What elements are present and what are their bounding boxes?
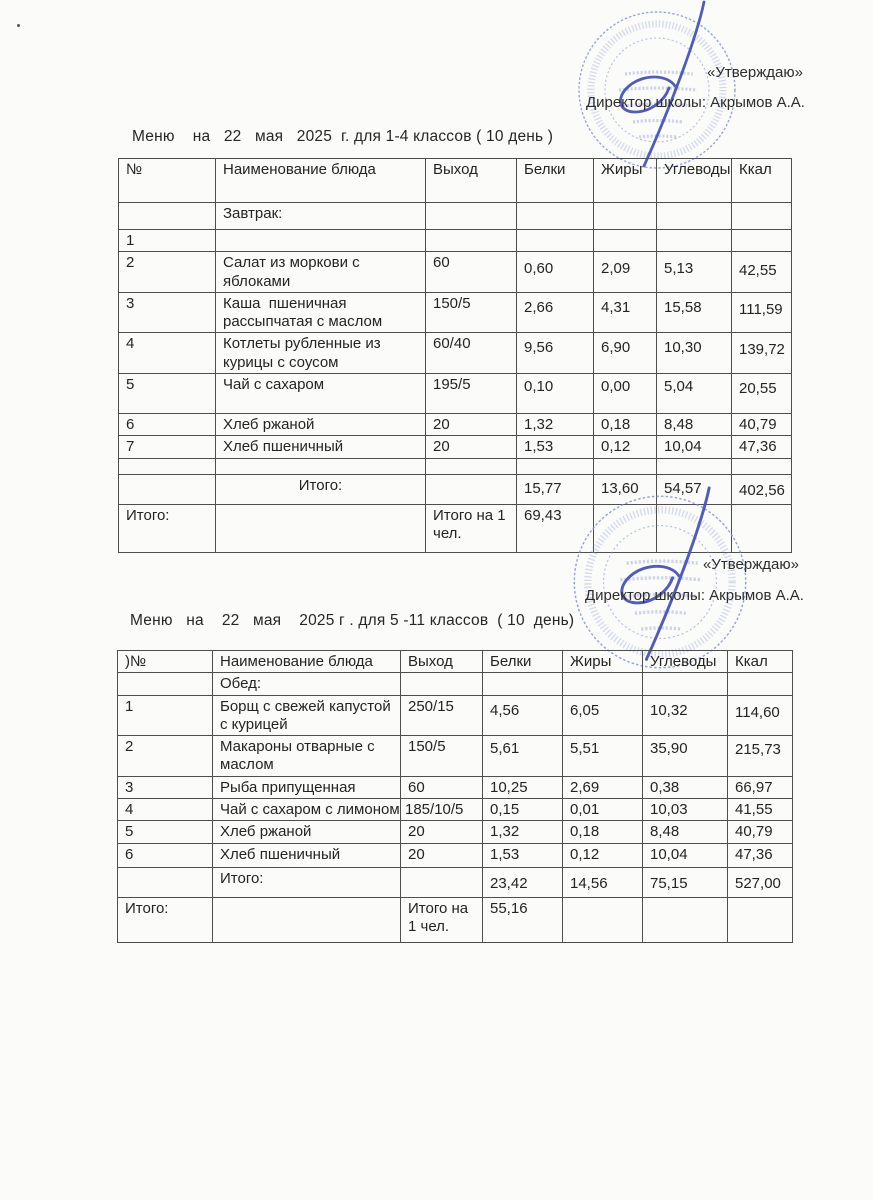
- cell-name: Хлеб пшеничный: [216, 436, 426, 458]
- cell-out: [426, 230, 517, 252]
- cell: [517, 203, 594, 230]
- menu2-grand-total-row: [118, 897, 793, 942]
- approve-label-1: «Утверждаю»: [707, 64, 803, 81]
- cell: [426, 474, 517, 504]
- cell-protein: 9,56: [517, 333, 594, 374]
- cell-num: 5: [119, 374, 216, 414]
- totals-kcal: 527,00: [728, 867, 793, 897]
- cell-protein: [517, 230, 594, 252]
- cell-protein: 1,32: [517, 414, 594, 436]
- cell: [213, 897, 401, 942]
- menu2-totals-row: [118, 867, 793, 897]
- col-header-carbs: Углеводы: [657, 159, 732, 203]
- cell: [517, 458, 594, 474]
- cell: [118, 867, 213, 897]
- cell-num: 6: [118, 843, 213, 867]
- cell-name: Каша пшеничная рассыпчатая с маслом: [216, 292, 426, 333]
- menu1-header-row: [119, 159, 792, 203]
- menu1-row-7: [119, 436, 792, 458]
- cell-name: Рыба припущенная: [213, 776, 401, 798]
- menu1-row-3: [119, 292, 792, 333]
- cell-out: 60: [426, 252, 517, 293]
- cell-name: Борщ с свежей капустой с курицей: [213, 695, 401, 736]
- cell-out: 60/40: [426, 333, 517, 374]
- cell-name: Макароны отварные с маслом: [213, 736, 401, 777]
- menu1-row-2: [119, 252, 792, 293]
- totals-protein: 23,42: [483, 867, 563, 897]
- cell-fat: 4,31: [594, 292, 657, 333]
- cell-kcal: 111,59: [732, 292, 792, 333]
- cell: [732, 504, 792, 552]
- cell-protein: 1,53: [483, 843, 563, 867]
- section-label: Завтрак:: [216, 203, 426, 230]
- cell-kcal: 40,79: [728, 821, 793, 843]
- grand-label: Итого:: [118, 897, 213, 942]
- cell-name: [216, 230, 426, 252]
- col-header-carbs: Углеводы: [643, 651, 728, 673]
- totals-fat: 13,60: [594, 474, 657, 504]
- director-line-1: Директор школы: Акрымов А.А.: [586, 94, 805, 111]
- cell-name: Хлеб ржаной: [216, 414, 426, 436]
- cell-out: 60: [401, 776, 483, 798]
- menu1-row-1: [119, 230, 792, 252]
- cell-protein: 4,56: [483, 695, 563, 736]
- cell-carbs: 10,30: [657, 333, 732, 374]
- col-header-out: Выход: [401, 651, 483, 673]
- cell-fat: 0,18: [594, 414, 657, 436]
- cell-protein: 0,60: [517, 252, 594, 293]
- cell-fat: 0,12: [563, 843, 643, 867]
- cell-out: 20: [426, 436, 517, 458]
- menu2-row-6: [118, 843, 793, 867]
- grand-per-label: Итого на 1 чел.: [426, 504, 517, 552]
- cell-fat: 2,09: [594, 252, 657, 293]
- cell-carbs: 10,04: [657, 436, 732, 458]
- menu1-spacer-row: [119, 458, 792, 474]
- director-line-2: Директор школы: Акрымов А.А.: [585, 587, 804, 604]
- cell-num: 3: [119, 292, 216, 333]
- approve-label-2: «Утверждаю»: [703, 556, 799, 573]
- cell: [732, 203, 792, 230]
- cell-protein: 1,53: [517, 436, 594, 458]
- menu2-row-5: [118, 821, 793, 843]
- menu2-row-2: [118, 736, 793, 777]
- col-header-kcal: Ккал: [732, 159, 792, 203]
- col-header-name: Наименование блюда: [216, 159, 426, 203]
- col-header-num: )№: [118, 651, 213, 673]
- menu1-section-row: [119, 203, 792, 230]
- cell-fat: 0,18: [563, 821, 643, 843]
- cell: [119, 203, 216, 230]
- totals-fat: 14,56: [563, 867, 643, 897]
- cell: [118, 673, 213, 695]
- col-header-kcal: Ккал: [728, 651, 793, 673]
- cell-kcal: 20,55: [732, 374, 792, 414]
- menu2-row-4: [118, 799, 793, 821]
- cell-fat: 0,12: [594, 436, 657, 458]
- col-header-protein: Белки: [517, 159, 594, 203]
- cell: [657, 458, 732, 474]
- totals-label: Итого:: [213, 867, 401, 897]
- col-header-num: №: [119, 159, 216, 203]
- cell-num: 7: [119, 436, 216, 458]
- cell-carbs: [657, 230, 732, 252]
- cell-protein: 2,66: [517, 292, 594, 333]
- cell-fat: [594, 230, 657, 252]
- cell: [401, 673, 483, 695]
- cell-num: 2: [118, 736, 213, 777]
- col-header-name: Наименование блюда: [213, 651, 401, 673]
- section-label: Обед:: [213, 673, 401, 695]
- cell-out: 20: [426, 414, 517, 436]
- menu1-totals-row: [119, 474, 792, 504]
- scan-artifact: [17, 24, 20, 27]
- menu1-row-5: [119, 374, 792, 414]
- cell-out: 185/10/5: [401, 799, 483, 821]
- cell: [401, 867, 483, 897]
- totals-kcal: 402,56: [732, 474, 792, 504]
- cell-out: 20: [401, 821, 483, 843]
- cell: [119, 458, 216, 474]
- cell-protein: 0,10: [517, 374, 594, 414]
- grand-value: 55,16: [483, 897, 563, 942]
- col-header-out: Выход: [426, 159, 517, 203]
- totals-carbs: 75,15: [643, 867, 728, 897]
- menu2-row-3: [118, 776, 793, 798]
- cell-fat: 0,00: [594, 374, 657, 414]
- signature-icon: [620, 2, 704, 166]
- cell-protein: 1,32: [483, 821, 563, 843]
- cell: [657, 504, 732, 552]
- cell-carbs: 8,48: [657, 414, 732, 436]
- cell-protein: 10,25: [483, 776, 563, 798]
- menu2-title: Меню на 22 мая 2025 г . для 5 -11 классов ( 10 день): [130, 612, 575, 629]
- cell-kcal: 139,72: [732, 333, 792, 374]
- cell-kcal: 41,55: [728, 799, 793, 821]
- cell: [728, 673, 793, 695]
- cell-num: 5: [118, 821, 213, 843]
- cell-carbs: 10,03: [643, 799, 728, 821]
- grand-per-label: Итого на 1 чел.: [401, 897, 483, 942]
- cell-name: Котлеты рубленные из курицы с соусом: [216, 333, 426, 374]
- menu2-header-row: [118, 651, 793, 673]
- totals-protein: 15,77: [517, 474, 594, 504]
- cell: [657, 203, 732, 230]
- cell-fat: 0,01: [563, 799, 643, 821]
- totals-carbs: 54,57: [657, 474, 732, 504]
- totals-label: Итого:: [216, 474, 426, 504]
- cell-carbs: 5,13: [657, 252, 732, 293]
- cell-num: 3: [118, 776, 213, 798]
- menu2-table: [117, 650, 793, 943]
- cell-num: 1: [118, 695, 213, 736]
- cell-name: Салат из моркови с яблоками: [216, 252, 426, 293]
- cell: [594, 203, 657, 230]
- cell-carbs: 8,48: [643, 821, 728, 843]
- cell-name: Хлеб ржаной: [213, 821, 401, 843]
- cell-out: 150/5: [426, 292, 517, 333]
- cell-num: 4: [118, 799, 213, 821]
- cell: [563, 673, 643, 695]
- cell: [594, 504, 657, 552]
- cell-fat: 6,90: [594, 333, 657, 374]
- cell-protein: 0,15: [483, 799, 563, 821]
- cell: [216, 504, 426, 552]
- grand-label: Итого:: [119, 504, 216, 552]
- cell-protein: 5,61: [483, 736, 563, 777]
- cell-num: 4: [119, 333, 216, 374]
- cell-carbs: 10,04: [643, 843, 728, 867]
- cell-fat: 6,05: [563, 695, 643, 736]
- col-header-protein: Белки: [483, 651, 563, 673]
- cell-kcal: 47,36: [732, 436, 792, 458]
- menu1-grand-total-row: [119, 504, 792, 552]
- menu2-section-row: [118, 673, 793, 695]
- cell: [728, 897, 793, 942]
- col-header-fat: Жиры: [563, 651, 643, 673]
- cell-kcal: [732, 230, 792, 252]
- cell-kcal: 42,55: [732, 252, 792, 293]
- cell: [119, 474, 216, 504]
- cell-out: 195/5: [426, 374, 517, 414]
- cell: [643, 897, 728, 942]
- grand-value: 69,43: [517, 504, 594, 552]
- cell: [643, 673, 728, 695]
- menu1-row-4: [119, 333, 792, 374]
- menu2-row-1: [118, 695, 793, 736]
- cell-kcal: 66,97: [728, 776, 793, 798]
- cell-num: 1: [119, 230, 216, 252]
- cell-num: 6: [119, 414, 216, 436]
- cell-out: 250/15: [401, 695, 483, 736]
- cell: [563, 897, 643, 942]
- cell-name: Чай с сахаром с лимоном: [213, 799, 401, 821]
- cell-name: Чай с сахаром: [216, 374, 426, 414]
- cell: [594, 458, 657, 474]
- cell: [426, 458, 517, 474]
- cell-out: 150/5: [401, 736, 483, 777]
- cell-name: Хлеб пшеничный: [213, 843, 401, 867]
- cell: [732, 458, 792, 474]
- cell-kcal: 40,79: [732, 414, 792, 436]
- cell-kcal: 47,36: [728, 843, 793, 867]
- cell-out: 20: [401, 843, 483, 867]
- cell-num: 2: [119, 252, 216, 293]
- cell-carbs: 15,58: [657, 292, 732, 333]
- cell-carbs: 10,32: [643, 695, 728, 736]
- cell-carbs: 5,04: [657, 374, 732, 414]
- col-header-fat: Жиры: [594, 159, 657, 203]
- cell: [483, 673, 563, 695]
- cell-carbs: 0,38: [643, 776, 728, 798]
- menu1-table: [118, 158, 792, 553]
- cell-kcal: 215,73: [728, 736, 793, 777]
- cell-kcal: 114,60: [728, 695, 793, 736]
- cell-carbs: 35,90: [643, 736, 728, 777]
- cell: [426, 203, 517, 230]
- cell: [216, 458, 426, 474]
- cell-fat: 2,69: [563, 776, 643, 798]
- menu1-title: Меню на 22 мая 2025 г. для 1-4 классов ( 10 день ): [132, 128, 554, 145]
- menu1-row-6: [119, 414, 792, 436]
- cell-fat: 5,51: [563, 736, 643, 777]
